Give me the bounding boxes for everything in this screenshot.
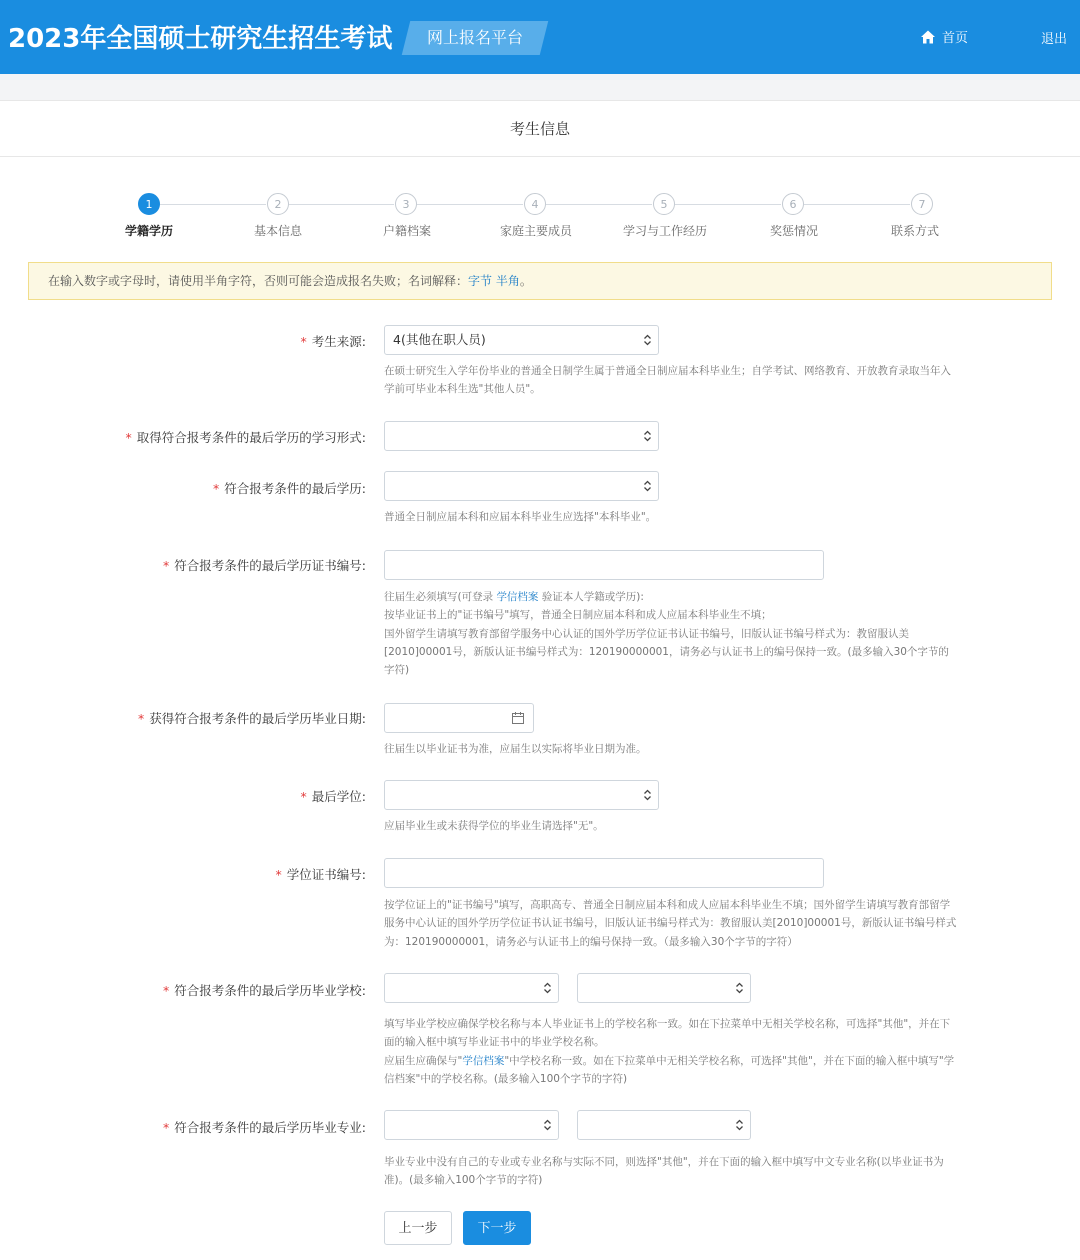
prev-step-button[interactable]: 上一步 — [384, 1211, 452, 1245]
school-help — [384, 1015, 958, 1088]
required-mark: * — [163, 983, 170, 998]
xuexin-link[interactable]: 学信档案 — [462, 1054, 505, 1067]
platform-label: 网上报名平台 — [426, 28, 523, 47]
step-connector — [289, 204, 394, 205]
grad-date-help: 往届生以毕业证书为准，应届生以实际将毕业日期为准。 — [384, 743, 647, 755]
step-6-circle[interactable]: 6 — [782, 193, 804, 215]
source-select[interactable] — [384, 325, 659, 355]
half-width-notice — [28, 262, 1052, 300]
xuexin-link[interactable]: 学信档案 — [496, 591, 539, 603]
school-name-select[interactable] — [577, 973, 751, 1003]
required-mark: * — [213, 481, 220, 496]
edu-cert-help-line3: 国外留学生请填写教育部留学服务中心认证的国外学历学位证书认证书编号，旧版认证书编号样式为：教留服认美[2010]00001号，新版认证书编号样式为：120190000001，请务必与认证书上的编号保持一致。(最多输入30个字节的字符) — [384, 627, 949, 677]
major-name-select[interactable] — [577, 1110, 751, 1140]
study-form-label-text: 取得符合报考条件的最后学历的学习形式: — [136, 430, 366, 445]
degree-select[interactable] — [384, 780, 659, 810]
last-edu-help: 普通全日制应届本科和应届本科毕业生应选择"本科毕业"。 — [384, 511, 657, 523]
step-connector — [804, 204, 910, 205]
home-icon — [920, 29, 936, 45]
site-title: 2023年全国硕士研究生招生考试 — [8, 24, 393, 54]
platform-badge — [402, 21, 548, 55]
updown-arrow-icon — [735, 1119, 744, 1131]
degree-label-text: 最后学位: — [311, 789, 366, 804]
degree-help: 应届毕业生或未获得学位的毕业生请选择"无"。 — [384, 820, 604, 832]
major-label-text: 符合报考条件的最后学历毕业专业: — [174, 1120, 366, 1135]
required-mark: * — [163, 558, 170, 573]
home-link[interactable] — [920, 27, 968, 46]
grad-date-label — [138, 709, 366, 727]
edu-cert-help — [384, 588, 958, 679]
grad-date-input[interactable] — [384, 703, 534, 733]
updown-arrow-icon — [543, 982, 552, 994]
major-help: 毕业专业中没有自己的专业或专业名称与实际不同，则选择"其他"，并在下面的输入框中填写中文专业名称(以毕业证书为准)。(最多输入100个字节的字符) — [384, 1156, 944, 1187]
school-label-text: 符合报考条件的最后学历毕业学校: — [174, 983, 366, 998]
step-connector — [160, 204, 266, 205]
step-6-label[interactable]: 奖惩情况 — [769, 224, 818, 238]
edu-cert-help-suffix: 验证本人学籍或学历): — [538, 591, 644, 603]
step-4-circle[interactable]: 4 — [524, 193, 546, 215]
notice-text: 在输入数字或字母时，请使用半角字符，否则可能会造成报名失败；名词解释： — [48, 274, 469, 288]
edu-cert-label — [163, 556, 366, 574]
step-7-circle[interactable]: 7 — [911, 193, 933, 215]
next-step-button[interactable]: 下一步 — [463, 1211, 531, 1245]
degree-label — [301, 787, 366, 805]
step-connector — [417, 204, 523, 205]
required-mark: * — [138, 711, 145, 726]
step-1-label[interactable]: 学籍学历 — [124, 224, 173, 238]
degree-cert-label-text: 学位证书编号: — [286, 867, 366, 882]
degree-cert-input[interactable] — [384, 858, 824, 888]
step-2-label[interactable]: 基本信息 — [253, 224, 302, 238]
byte-link[interactable]: 字节 — [468, 274, 493, 288]
updown-arrow-icon — [643, 480, 652, 492]
page-title: 考生信息 — [0, 101, 1080, 157]
step-5-circle[interactable]: 5 — [653, 193, 675, 215]
school-label — [163, 981, 366, 999]
school-help-line1: 填写毕业学校应确保学校名称与本人毕业证书上的学校名称一致。如在下拉菜单中无相关学校名称，可选择"其他"，并在下面的输入框中填写毕业证书中的毕业学校名称。 — [384, 1018, 951, 1049]
last-edu-label — [213, 479, 366, 497]
step-5-label[interactable]: 学习与工作经历 — [622, 224, 707, 238]
major-label — [163, 1118, 366, 1136]
study-form-select[interactable] — [384, 421, 659, 451]
updown-arrow-icon — [735, 982, 744, 994]
step-4-label[interactable]: 家庭主要成员 — [499, 224, 572, 238]
logout-link[interactable]: 退出 — [1041, 32, 1068, 47]
step-1-circle[interactable]: 1 — [138, 193, 160, 215]
edu-cert-help-prefix: 往届生必须填写(可登录 — [384, 591, 497, 603]
step-connector — [546, 204, 652, 205]
half-width-link[interactable]: 半角 — [495, 274, 520, 288]
school-help-suffix: "中学校名称一致。如在下拉菜单中无相关学校名称，可选择"其他"，并在下面的输入框中填写"学信档案"中的学校名称。(最多输入100个字节的字符) — [384, 1054, 955, 1085]
grad-date-label-text: 获得符合报考条件的最后学历毕业日期: — [149, 711, 366, 726]
degree-cert-label — [276, 865, 366, 883]
source-value: 4(其他在职人员) — [393, 332, 486, 347]
step-3-circle[interactable]: 3 — [395, 193, 417, 215]
updown-arrow-icon — [643, 334, 652, 346]
step-connector — [675, 204, 781, 205]
updown-arrow-icon — [643, 430, 652, 442]
step-7-label[interactable]: 联系方式 — [890, 224, 939, 238]
major-category-select[interactable] — [384, 1110, 559, 1140]
required-mark: * — [125, 430, 132, 445]
source-label-text: 考生来源: — [311, 334, 366, 349]
study-form-label — [126, 428, 366, 446]
last-edu-label-text: 符合报考条件的最后学历: — [224, 481, 366, 496]
school-region-select[interactable] — [384, 973, 559, 1003]
required-mark: * — [163, 1120, 170, 1135]
top-navbar — [0, 0, 1080, 74]
edu-cert-help-line2: 按毕业证书上的"证书编号"填写，普通全日制应届本科和成人应届本科毕业生不填； — [384, 609, 772, 622]
required-mark: * — [275, 867, 282, 882]
school-help-prefix: 应届生应确保与" — [384, 1054, 463, 1067]
updown-arrow-icon — [543, 1119, 552, 1131]
required-mark: * — [300, 334, 307, 349]
updown-arrow-icon — [643, 789, 652, 801]
source-help: 在硕士研究生入学年份毕业的普通全日制学生属于普通全日制应届本科毕业生；自学考试、网络教育、开放教育录取当年入学前可毕业本科生选"其他人员"。 — [384, 365, 951, 396]
source-label — [301, 332, 366, 350]
required-mark: * — [300, 789, 307, 804]
edu-cert-input[interactable] — [384, 550, 824, 580]
calendar-icon[interactable] — [512, 712, 524, 724]
notice-end: 。 — [519, 274, 532, 288]
step-3-label[interactable]: 户籍档案 — [382, 224, 431, 238]
degree-cert-help: 按学位证上的"证书编号"填写，高职高专、普通全日制应届本科和成人应届本科毕业生不填；国外留学生请填写教育部留学服务中心认证的国外学历学位证书认证书编号，旧版认证书编号样式为：教留服认美[2010]00001号，新版认证书编号样式为：120190000001，请务必与认证书上的编号保持一致。（最多输入30个字节的字符） — [384, 899, 957, 948]
edu-cert-label-text: 符合报考条件的最后学历证书编号: — [174, 558, 366, 573]
step-2-circle[interactable]: 2 — [267, 193, 289, 215]
last-edu-select[interactable] — [384, 471, 659, 501]
home-label: 首页 — [942, 31, 969, 46]
